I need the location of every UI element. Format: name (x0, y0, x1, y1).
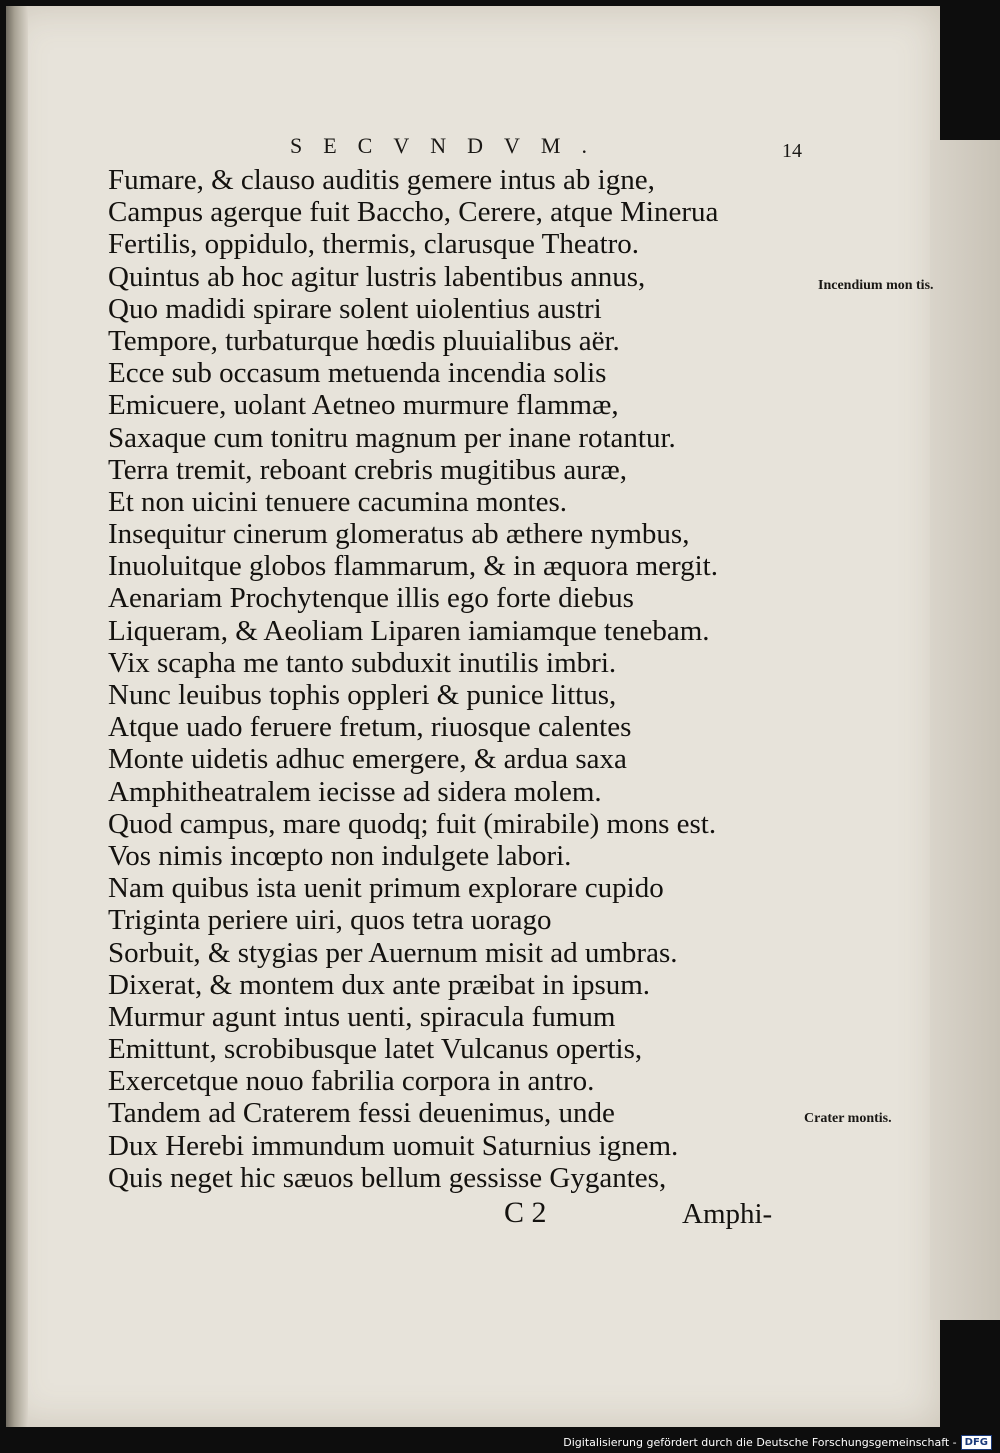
verse-line: Sorbuit, & stygias per Auernum misit ad umbras. (108, 936, 678, 969)
verse-line: Saxaque cum tonitru magnum per inane rotantur. (108, 421, 676, 454)
catchword: Amphi- (682, 1198, 773, 1230)
marginal-note-crater: Crater montis. (804, 1111, 892, 1126)
verse-line: Amphitheatralem iecisse ad sidera molem. (108, 775, 602, 808)
verse-line: Triginta periere uiri, quos tetra uorago (108, 904, 552, 937)
running-title: SECVNDVM. (290, 133, 608, 158)
verse-line: Nam quibus ista uenit primum explorare cupido (108, 872, 664, 905)
verse-line: Murmur agunt intus uenti, spiracula fumum (108, 1000, 616, 1033)
verse-line: Inuoluitque globos flammarum, & in æquora mergit. (108, 550, 718, 583)
verse-line: Emittunt, scrobibusque latet Vulcanus opertis, (108, 1033, 643, 1066)
verse-line: Quintus ab hoc agitur lustris labentibus annus, (108, 260, 646, 293)
verse-line: Emicuere, uolant Aetneo murmure flammæ, (108, 389, 619, 422)
verse-line: Exercetque nouo fabrilia corpora in antro. (108, 1065, 595, 1098)
credit-text: Digitalisierung gefördert durch die Deutsche Forschungsgemeinschaft - (563, 1436, 957, 1449)
verse-line: Quo madidi spirare solent uiolentius austri (108, 292, 602, 325)
folio-number: 14 (782, 140, 802, 162)
digitization-credit (563, 1435, 992, 1450)
verse-line: Liqueram, & Aeoliam Liparen iamiamque tenebam. (108, 614, 710, 647)
verse-line: Aenariam Prochytenque illis ego forte diebus (108, 582, 634, 615)
verse-line: Et non uicini tenuere cacumina montes. (108, 485, 568, 518)
facing-page-edge (930, 140, 1000, 1320)
verse-line: Nunc leuibus tophis oppleri & punice littus, (108, 679, 617, 711)
verse-line: Tempore, turbaturque hœdis pluuialibus aër. (108, 324, 620, 357)
verse-line: Vix scapha me tanto subduxit inutilis imbri. (108, 646, 617, 679)
dfg-logo-icon: DFG (961, 1435, 992, 1450)
verse-line: Terra tremit, reboant crebris mugitibus auræ, (108, 453, 627, 486)
verse-list (108, 164, 788, 1194)
verse-line: Tandem ad Craterem fessi deuenimus, unde (108, 1097, 615, 1130)
page-gutter-shadow (6, 6, 28, 1427)
verse-line: Dixerat, & montem dux ante præibat in ipsum. (108, 968, 651, 1001)
signature-mark: C 2 (504, 1196, 547, 1229)
verse-line: Insequitur cinerum glomeratus ab æthere nymbus, (108, 518, 690, 551)
verse-line: Vos nimis incœpto non indulgete labori. (108, 839, 572, 872)
verse-line: Campus agerque fuit Baccho, Cerere, atque Minerua (108, 196, 719, 229)
verse-line: Dux Herebi immundum uomuit Saturnius ignem. (108, 1129, 679, 1162)
verse-line: Quis neget hic sæuos bellum gessisse Gygantes, (108, 1161, 667, 1194)
verse-line: Ecce sub occasum metuenda incendia solis (108, 357, 607, 390)
verse-line: Fertilis, oppidulo, thermis, clarusque Theatro. (108, 228, 640, 261)
verse-line: Fumare, & clauso auditis gemere intus ab igne, (108, 164, 655, 196)
verse-line: Atque uado feruere fretum, riuosque calentes (108, 711, 632, 744)
verse-line: Quod campus, mare quodq; fuit (mirabile) mons est. (108, 807, 717, 840)
marginal-note-incendium: Incendium mon tis. (818, 278, 934, 293)
verse-line: Monte uidetis adhuc emergere, & ardua saxa (108, 743, 627, 776)
